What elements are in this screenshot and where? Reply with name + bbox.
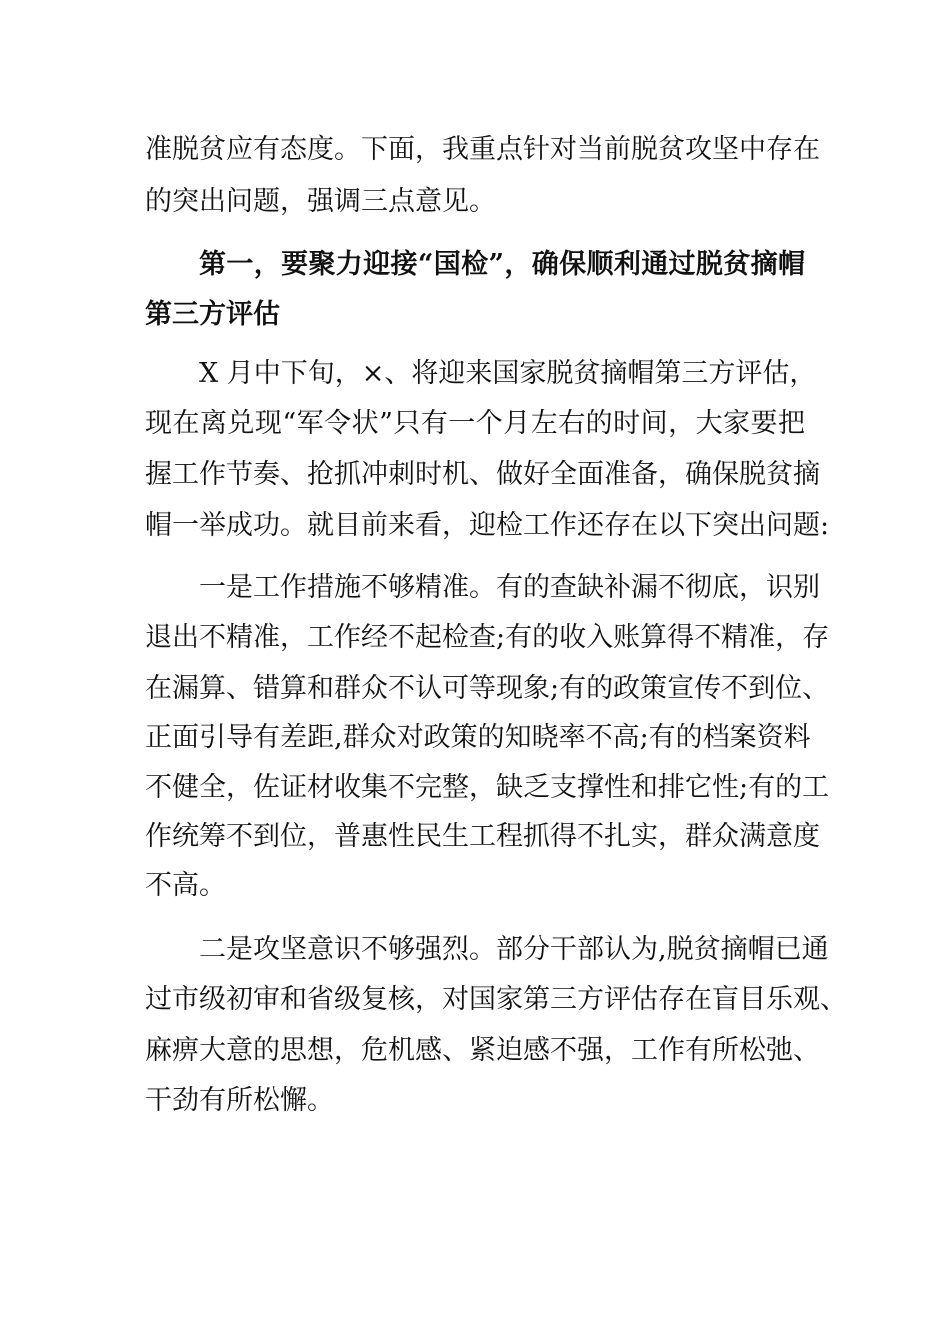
text-line: 作统筹不到位，普惠性民生工程抓得不扎实，群众满意度 — [145, 821, 820, 852]
text-line: X 月中下旬，×、将迎来国家脱贫摘帽第三方评估， — [199, 358, 817, 389]
text-line: 帽一举成功。就目前来看，迎检工作还存在以下突出问题: — [145, 510, 830, 541]
text-line: 二是攻坚意识不够强烈。部分干部认为,脱贫摘帽已通 — [199, 934, 829, 965]
section-heading: 第一，要聚力迎接“国检”，确保顺利通过脱贫摘帽 — [199, 249, 805, 280]
text-line: 正面引导有差距,群众对政策的知晓率不高;有的档案资料 — [145, 722, 811, 753]
text-line: 不健全，佐证材收集不完整，缺乏支撑性和排它性;有的工 — [145, 772, 830, 803]
text-line: 过市级初审和省级复核，对国家第三方评估存在盲目乐观、 — [145, 984, 847, 1015]
text-line: 不高。 — [145, 870, 226, 901]
text-line: 准脱贫应有态度。下面，我重点针对当前脱贫攻坚中存在 — [145, 134, 820, 165]
text-line: 握工作节奏、抢抓冲刺时机、做好全面准备，确保脱贫摘 — [145, 459, 820, 490]
text-line: 一是工作措施不够精准。有的查缺补漏不彻底，识别 — [199, 572, 820, 603]
text-line: 现在离兑现“军令状”只有一个月左右的时间，大家要把 — [145, 408, 805, 439]
text-line: 退出不精准，工作经不起检查;有的收入账算得不精准，存 — [145, 622, 830, 653]
text-line: 在漏算、错算和群众不认可等现象;有的政策宣传不到位、 — [145, 673, 830, 704]
text-line: 麻痹大意的思想，危机感、紧迫感不强，工作有所松弛、 — [145, 1035, 820, 1066]
section-heading: 第三方评估 — [145, 299, 280, 330]
text-line: 干劲有所松懈。 — [145, 1085, 334, 1116]
text-line: 的突出问题，强调三点意见。 — [145, 186, 496, 217]
